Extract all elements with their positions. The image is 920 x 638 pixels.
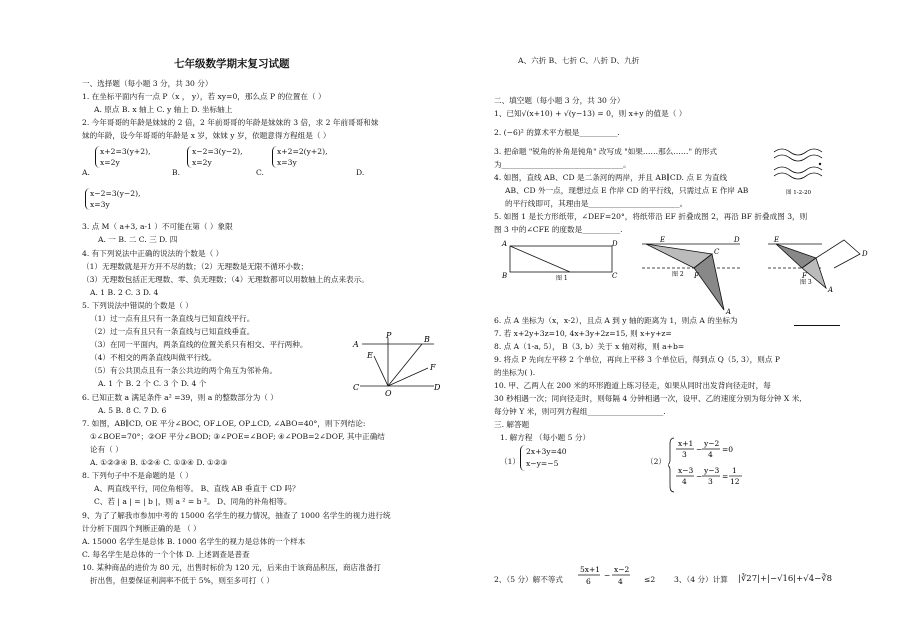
question-5-item-3: （3）在同一平面内，两条直线的位置关系只有相交、平行两种。 bbox=[90, 340, 308, 349]
fill-5-line-2: 图 3 中的∠CFE 的度数是__________. bbox=[494, 225, 623, 234]
svg-text:=: = bbox=[722, 472, 729, 481]
option-b-label: B. bbox=[172, 168, 180, 177]
svg-text:D: D bbox=[734, 236, 740, 244]
question-5-options: A. 1 个 B. 2 个 C. 3 个 D. 4 个 bbox=[98, 379, 207, 388]
svg-text:y−2: y−2 bbox=[704, 439, 720, 448]
svg-text:3: 3 bbox=[708, 477, 713, 486]
question-6: 6. 已知正数 a 满足条件 a² =39，则 a 的整数部分为（ ） bbox=[82, 393, 278, 402]
figure-fold-3 bbox=[762, 234, 874, 316]
question-9-options-ab: A. 15000 名学生是总体 B. 1000 名学生的视力是总体的一个样本 bbox=[82, 537, 306, 546]
solve-heading: 1. 解方程 （每小题 5 分） bbox=[500, 433, 591, 442]
svg-text:x−3: x−3 bbox=[678, 466, 694, 475]
fig7-label-e: E bbox=[367, 351, 373, 360]
svg-text:y−3: y−3 bbox=[704, 466, 720, 475]
svg-text:−: − bbox=[696, 445, 703, 454]
section-1-heading: 一、选择题（每小题 3 分，共 30 分） bbox=[82, 79, 213, 88]
fill-10-line-3: 每分钟 Y 米，则可列方程组____________________. bbox=[494, 407, 666, 416]
fill-9-line-1: 9. 将点 P 先向左平移 2 个单位，再向上平移 3 个单位后，得到点 Q（5, 3），则点 P bbox=[494, 355, 780, 364]
question-9-line-2: 计分析下面四个判断正确的是 （ ） bbox=[82, 524, 201, 533]
section-3-heading: 三. 解答题 bbox=[494, 420, 530, 429]
svg-text:E: E bbox=[774, 236, 780, 244]
question-10-line-2: 折出售，但要保证利润率不低于 5%，则至多可打（ ） bbox=[90, 576, 274, 585]
svg-text:4: 4 bbox=[618, 577, 623, 586]
svg-text:−: − bbox=[696, 472, 703, 481]
option-a-label: A. bbox=[82, 168, 90, 177]
solve-1-label: （1） bbox=[500, 457, 521, 466]
fill-1: 1、已知√(x+10) + √(y−13) = 0，则 x+y 的值是（ ） bbox=[494, 109, 687, 118]
inequality-expression bbox=[576, 562, 638, 592]
question-10-options: A、六折 B、七折 C、八折 D、九折 bbox=[518, 56, 640, 65]
question-1-options: A. 原点 B. x 轴上 C. y 轴上 D. 坐标轴上 bbox=[94, 105, 233, 114]
svg-text:=0: =0 bbox=[722, 445, 734, 454]
svg-text:C: C bbox=[714, 248, 720, 256]
svg-text:x+1: x+1 bbox=[678, 439, 694, 448]
question-1: 1. 在坐标平面内有一点 P（x ， y），若 xy=0，那么点 P 的位置在（ ） bbox=[82, 92, 326, 101]
fig7-label-d: D bbox=[434, 383, 441, 392]
fill-2: 2. (−6)² 的算术平方根是__________. bbox=[494, 128, 620, 137]
svg-text:x−2: x−2 bbox=[614, 565, 630, 574]
question-5-item-4: （4）不相交的两条直线叫做平行线。 bbox=[90, 353, 217, 362]
question-8-options-cd: C、若 | a | = | b |，则 a ² = b ²。 D、同角的补角相等。 bbox=[94, 497, 292, 506]
fill-4-line-1: 4. 如图，直线 AB、CD 是二条河的两岸，并且 AB∥CD. 点 E 为直线 bbox=[494, 173, 728, 182]
fig7-label-b: B bbox=[424, 335, 430, 344]
svg-text:5x+1: 5x+1 bbox=[580, 565, 601, 574]
option-c-label: C. bbox=[256, 168, 264, 177]
fig7-label-c: C bbox=[353, 383, 360, 392]
page-title: 七年级数学期末复习试题 bbox=[174, 58, 290, 70]
question-8: 8. 下列句子中不是命题的是（ ） bbox=[82, 471, 193, 480]
calc-expression: |∛27|+|−√16|+√4−∛8 bbox=[738, 574, 833, 584]
svg-text:12: 12 bbox=[730, 477, 740, 486]
question-6-options: A. 5 B. 8 C. 7 D. 6 bbox=[98, 406, 167, 415]
svg-text:F: F bbox=[694, 272, 699, 280]
svg-text:D: D bbox=[862, 250, 868, 258]
inequality-relation: ≤2 bbox=[644, 575, 656, 584]
figure-q7 bbox=[352, 330, 442, 398]
question-5: 5. 下列说法中错误的个数是（ ） bbox=[82, 301, 193, 310]
question-4-item-2: （3）无理数包括正无理数、零、负无理数；（4）无理数都可以用数轴上的点来表示。 bbox=[82, 275, 369, 284]
fill-4-line-2: AB、CD 外一点，现想过点 E 作岸 CD 的平行线，只需过点 E 作岸 AB bbox=[505, 186, 749, 195]
svg-text:A: A bbox=[502, 240, 508, 248]
fig7-label-p: P bbox=[386, 331, 392, 340]
fill-4-line-3: 的平行线即可，其理由是________________________。 bbox=[505, 199, 688, 208]
svg-text:−: − bbox=[604, 571, 611, 580]
question-7-line-1: 7. 如图，AB∥CD, OE 平分∠BOC, OF⊥OE, OP⊥CD, ∠ABO=40°，则下列结论: bbox=[82, 419, 366, 428]
question-4-options: A. 1 B. 2 C. 3 D. 4 bbox=[90, 288, 159, 297]
question-7-line-2: ①∠BOE=70°；②OF 平分∠BOD; ③∠POE=∠BOF; ④∠POB=2∠DOF, 其中正确结 bbox=[90, 432, 385, 441]
question-4: 4. 有下列说法中正确的说法的个数是（ ） bbox=[82, 249, 224, 258]
question-7-line-3: 论有（ ） bbox=[90, 445, 123, 454]
fig2-label: 图 2 bbox=[672, 271, 684, 278]
svg-text:A: A bbox=[726, 308, 732, 316]
fill-9-line-2: 的坐标为( ). bbox=[494, 368, 536, 377]
question-5-item-1: （1）过一点有且只有一条直线与已知直线平行。 bbox=[90, 314, 255, 323]
figure-river bbox=[770, 140, 834, 198]
fill-10-line-1: 10. 甲、乙两人在 200 米的环形跑道上练习径走，如果从同时出发背向径走时，每 bbox=[494, 381, 771, 390]
fill-3-line-1: 3. 把命题 "锐角的补角是钝角" 改写成 "如果……那么……" 的形式 bbox=[494, 147, 718, 156]
svg-text:F: F bbox=[802, 272, 807, 280]
fill-3-line-2: 为________________________________。 bbox=[494, 160, 631, 169]
fill-5-line-1: 5. 如图 1 是长方形纸带，∠DEF=20°，将纸带沿 EF 折叠成图 2，再沿 BF 折叠成图 3，则 bbox=[494, 212, 808, 221]
fig7-label-o: O bbox=[385, 389, 392, 398]
fill-10-line-2: 30 秒相遇一次；同向径走时，则每隔 4 分钟相遇一次，设甲、乙的速度分别为每分钟 X 米, bbox=[494, 394, 802, 403]
solve-1-brace bbox=[520, 445, 525, 471]
system-d: x−2=3(y−2), x=3y bbox=[90, 189, 141, 209]
question-7-options: A. ①②③④ B. ①②④ C. ①③④ D. ①②③ bbox=[90, 458, 228, 467]
fill-6-blank bbox=[794, 324, 840, 326]
question-3: 3. 点 M（ a+3, a-1 ）不可能在第（ ）象限 bbox=[82, 222, 233, 231]
question-5-item-2: （2）过一点有且只有一条直线与已知直线垂直。 bbox=[90, 327, 255, 336]
fig3-label: 图 3 bbox=[800, 279, 812, 286]
svg-text:1: 1 bbox=[732, 466, 737, 475]
fig7-label-a: A bbox=[353, 340, 359, 349]
svg-text:A: A bbox=[828, 286, 834, 294]
svg-text:E: E bbox=[660, 236, 666, 244]
solve-1-system: 2x+3y=40 x−y=−5 bbox=[526, 447, 567, 468]
fill-6: 6. 点 A 坐标为（x，x-2），且点 A 到 y 轴的距离为 1，则点 A 的坐标为 bbox=[494, 316, 738, 325]
inequality-label: 2、（5 分）解不等式 bbox=[494, 575, 564, 584]
svg-text:3: 3 bbox=[682, 450, 687, 459]
svg-text:D: D bbox=[612, 240, 618, 248]
system-b: x−2=3(y−2), x=2y bbox=[192, 147, 243, 167]
solve-2-system bbox=[668, 436, 748, 494]
figure-fold-2 bbox=[632, 234, 744, 316]
question-8-options-ab: A、两直线平行，同位角相等。 B、直线 AB 垂直于 CD 吗？ bbox=[94, 484, 300, 493]
solve-2-label: （2） bbox=[646, 457, 667, 466]
question-2-line-1: 2. 今年哥哥的年龄是妹妹的 2 倍，2 年前哥哥的年龄是妹妹的 3 倍，求 2 年前哥哥和妹 bbox=[82, 118, 379, 127]
figure-fold-1 bbox=[500, 234, 620, 284]
section-2-heading: 二、填空题（每小题 3 分，共 30 分） bbox=[494, 96, 625, 105]
fig1-label: 图 1 bbox=[556, 275, 568, 282]
question-5-item-5: （5）有公共顶点且有一条公共边的两个角互为邻补角。 bbox=[90, 366, 278, 375]
question-9-options-cd: C. 每名学生是总体的一个个体 D. 上述调查是普查 bbox=[82, 550, 250, 559]
option-d-label: D. bbox=[356, 168, 365, 177]
svg-text:6: 6 bbox=[586, 577, 591, 586]
fig7-label-f: F bbox=[430, 363, 436, 372]
svg-text:C: C bbox=[612, 272, 618, 280]
system-c: x+2=2(y+2), x=3y bbox=[277, 147, 328, 167]
question-4-item-1: （1）无理数就是开方开不尽的数；（2）无理数是无限不循环小数； bbox=[82, 262, 309, 271]
svg-text:B: B bbox=[502, 272, 508, 280]
question-9-line-1: 9、为了了解我市参加中考的 15000 名学生的视力情况，抽查了 1000 名学生的视力进行统 bbox=[82, 511, 391, 520]
river-figure-caption: 图 1-2-20 bbox=[786, 190, 811, 196]
fill-7: 7. 若 x+2y+3z=10, 4x+3y+2z=15, 则 x+y+z= bbox=[494, 329, 672, 338]
calc-label: 3、（4 分）计算 bbox=[674, 575, 728, 584]
question-10-line-1: 10. 某种商品的进价为 80 元，出售时标价为 120 元，后来由于该商品积压，商店准备打 bbox=[82, 563, 381, 572]
system-a: x+2=3(y+2), x=2y bbox=[100, 147, 151, 167]
question-3-options: A. 一 B. 二 C. 三 D. 四 bbox=[98, 235, 178, 244]
question-2-line-2: 妹的年龄，设今年哥哥的年龄是 x 岁，妹妹 y 岁，依题意得方程组是（ ） bbox=[82, 131, 331, 140]
svg-text:4: 4 bbox=[708, 450, 713, 459]
fill-8: 8. 点 A（1-a, 5）， B（3, b）关于 x 轴对称，则 a+b= bbox=[494, 342, 685, 351]
svg-text:4: 4 bbox=[682, 477, 687, 486]
